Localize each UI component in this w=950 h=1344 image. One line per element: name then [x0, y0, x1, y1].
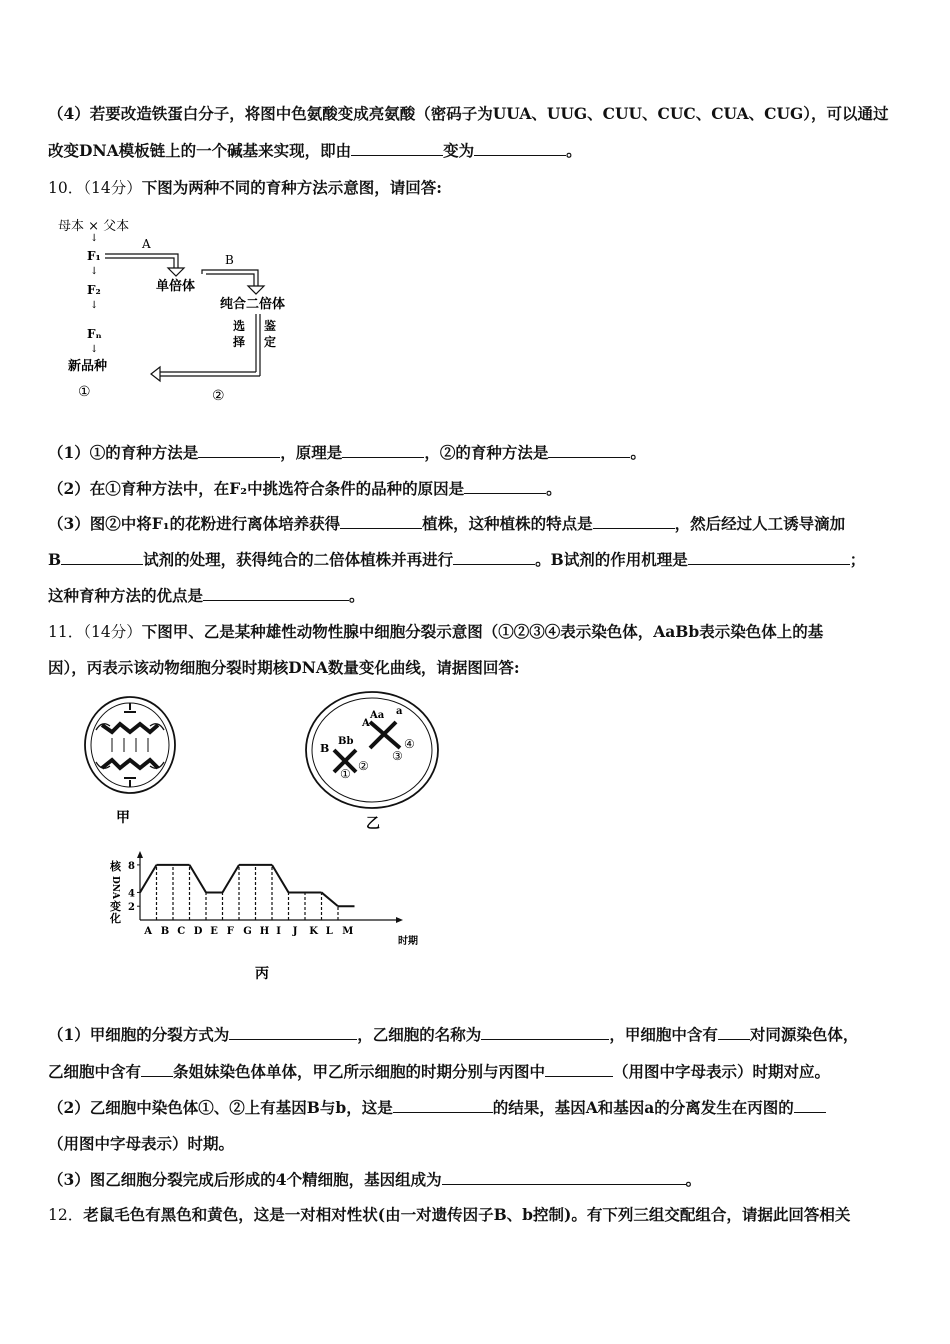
x-axis-arrow [396, 917, 403, 923]
q12-stem-text: 老鼠毛色有黑色和黄色，这是一对相对性状(由一对遗传因子B、b控制)。有下列三组交配组合，请据此回答相关 [83, 1205, 851, 1224]
q11-p2-text-a: （2）乙细胞中染色体①、②上有基因B与b，这是 [48, 1098, 393, 1117]
identify-label-2: 定 [264, 335, 277, 349]
chromosome-2-marker: ② [358, 759, 369, 773]
path-b-label: B [225, 253, 234, 267]
x-tick-label-K: K [309, 926, 318, 937]
x-tick-label-M: M [342, 926, 354, 937]
path-b-arrowhead [248, 286, 264, 294]
y-tick-label-4: 4 [128, 888, 135, 900]
q11-p1-text-e: 乙细胞中含有 [48, 1062, 142, 1081]
q9-blank-from[interactable] [351, 141, 443, 156]
pure-diploid-label: 纯合二倍体 [220, 297, 286, 312]
q11-p3-blank-genotype[interactable] [442, 1170, 686, 1185]
q10-p2-blank-reason[interactable] [464, 479, 546, 494]
dna-curve-segment-L [322, 892, 339, 906]
q11-part1-line2 [48, 1060, 830, 1082]
q10-p1-blank-principle[interactable] [342, 443, 424, 458]
q10-part3-line3 [48, 584, 365, 606]
q11-part2-line2: （用图中字母表示）时期。 [48, 1134, 235, 1153]
select-label-2: 择 [233, 335, 246, 349]
gene-b-lower: Bb [338, 736, 354, 747]
q10-p1-blank-method1[interactable] [198, 443, 280, 458]
path-a-label: A [142, 237, 151, 251]
q10-p1-text-c: ，②的育种方法是 [424, 443, 549, 462]
q11-p1-blank-homolog[interactable] [718, 1025, 750, 1040]
q10-part2 [48, 477, 562, 499]
gene-a-upper: A [362, 718, 370, 729]
cell-jia-inner [91, 703, 169, 787]
arrow-down-3: ↓ [90, 300, 99, 311]
q10-p1-text-a: （1）①的育种方法是 [48, 443, 199, 462]
q9-text-c: 。 [566, 141, 582, 160]
q10-p3-blank-feature[interactable] [593, 514, 675, 529]
dna-curve-segment-D [190, 865, 207, 893]
q10-stem [48, 176, 442, 198]
arrow-down-4: ↓ [90, 344, 99, 355]
dna-curve-segment-F [223, 865, 240, 893]
q10-p1-blank-method2[interactable] [548, 443, 630, 458]
x-tick-label-A: A [144, 926, 153, 937]
path-a-line1 [105, 254, 178, 268]
x-tick-label-L: L [325, 926, 333, 937]
q11-p1-text-d: 对同源染色体， [749, 1025, 859, 1044]
q11-part2-line1 [48, 1096, 826, 1118]
gene-a-lower: Aa [370, 710, 385, 721]
q11-p1-text-b: ，乙细胞的名称为 [357, 1025, 482, 1044]
x-tick-label-C: C [177, 926, 186, 937]
chromosome-3-marker: ③ [392, 749, 403, 763]
dna-change-chart [100, 848, 420, 988]
q10-p3-text-i: 。 [349, 586, 365, 605]
q11-stem-line2: 因），丙表示该动物细胞分裂时期核DNA数量变化曲线，请据图回答: [48, 658, 520, 677]
cell-jia-figure [80, 690, 200, 830]
q10-p3-blank-next-step[interactable] [453, 550, 535, 565]
q11-p1-text-c: ，甲细胞中含有 [609, 1025, 718, 1044]
x-tick-label-G: G [243, 926, 252, 937]
y-axis-label-1: 核 [110, 860, 121, 873]
q9-blank-to[interactable] [474, 141, 566, 156]
breeding-diagram [50, 210, 310, 410]
x-tick-label-B: B [160, 926, 170, 937]
label-bing: 丙 [255, 966, 269, 982]
x-tick-label-F: F [226, 926, 234, 937]
q9-part4-line1: （4）若要改造铁蛋白分子，将图中色氨酸变成亮氨酸（密码子为UUA、UUG、CUU、CUC、CUA、CUG），可以通过 [48, 104, 889, 123]
method-2-marker: ② [212, 388, 225, 404]
chromosome-4-marker: ④ [404, 737, 415, 751]
q10-p1-text-b: ，原理是 [280, 443, 343, 462]
label-yi: 乙 [366, 816, 380, 832]
arrow-down-1: ↓ [90, 233, 99, 244]
q11-part3 [48, 1168, 701, 1190]
y-axis-label-3: 变 [110, 900, 121, 913]
dna-curve-segment-A [140, 865, 157, 893]
q10-p3-text-c: ，然后经过人工诱导滴加 [674, 514, 846, 533]
q10-p3-blank-advantage[interactable] [203, 586, 349, 601]
new-variety-label: 新品种 [68, 359, 108, 374]
q9-part4-line2 [48, 139, 582, 161]
dna-curve-segment-I [272, 865, 289, 893]
y-tick-label-8: 8 [128, 860, 135, 872]
chromosome-group-upper [102, 724, 158, 732]
x-tick-label-J: J [292, 926, 298, 937]
q10-number: 10．（14分） [48, 179, 142, 197]
gene-b-upper: B [320, 742, 330, 755]
q10-p3-blank-plant[interactable] [340, 514, 422, 529]
q10-p3-text-h: 这种育种方法的优点是 [48, 586, 204, 605]
q11-stem-text1: 下图甲、乙是某种雄性动物性腺中细胞分裂示意图（①②③④表示染色体，AaBb表示染色体上的基 [141, 622, 824, 641]
q10-p3-text-f: 。B试剂的作用机理是 [535, 550, 688, 569]
q11-p2-text-b: 的结果，基因A和基因a的分离发生在丙图的 [492, 1098, 794, 1117]
q10-p2-text-a: （2）在①育种方法中，在F₂中挑选符合条件的品种的原因是 [48, 479, 465, 498]
q11-p1-blank-period[interactable] [545, 1062, 613, 1077]
f2-label: F₂ [87, 283, 101, 297]
q10-part3-line1 [48, 512, 845, 534]
y-tick-label-2: 2 [128, 902, 135, 914]
y-axis-label-2: DNA [110, 876, 120, 900]
q11-p3-text-a: （3）图乙细胞分裂完成后形成的4个精细胞，基因组成为 [48, 1170, 442, 1189]
y-axis-label-4: 化 [110, 912, 121, 925]
path-b-line1 [202, 270, 258, 286]
q10-p3-text-d: B [48, 550, 62, 569]
q10-p3-text-g: ； [849, 550, 866, 569]
chromosome-1-marker: ① [340, 767, 351, 781]
q11-p3-text-b: 。 [685, 1170, 702, 1189]
label-jia: 甲 [116, 810, 130, 826]
cell-yi-figure [300, 690, 450, 840]
q11-p1-text-g: （用图中字母表示）时期对应。 [613, 1062, 831, 1081]
q12-number: 12． [48, 1206, 84, 1224]
q11-p2-blank-period[interactable] [794, 1098, 826, 1113]
x-tick-label-D: D [193, 926, 203, 937]
parents-label: 母本 × 父本 [58, 219, 130, 234]
q11-p1-blank-cell-name[interactable] [481, 1025, 609, 1040]
q11-stem-line1 [48, 620, 823, 642]
q10-stem-text: 下图为两种不同的育种方法示意图，请回答: [141, 178, 442, 197]
q10-part3-line2 [48, 548, 865, 570]
x-tick-label-E: E [210, 926, 218, 937]
q11-number: 11．（14分） [48, 623, 142, 641]
q12-stem [48, 1203, 850, 1225]
q11-part1-line1 [48, 1023, 858, 1045]
select-label-1: 选 [233, 319, 246, 333]
q10-p3-blank-reagent[interactable] [61, 550, 143, 565]
x-tick-label-I: I [276, 926, 281, 937]
q10-p3-blank-mechanism[interactable] [688, 550, 850, 565]
path-a-arrowhead [168, 268, 184, 276]
q11-p1-blank-division[interactable] [229, 1025, 357, 1040]
q11-p1-blank-chromatid[interactable] [141, 1062, 173, 1077]
path-a-line2 [105, 258, 174, 268]
path-b-line2 [206, 274, 254, 286]
haploid-label: 单倍体 [156, 279, 196, 294]
y-axis-arrow [137, 851, 143, 858]
q10-p2-text-b: 。 [546, 479, 562, 498]
q11-p1-text-f: 条姐妹染色体单体，甲乙所示细胞的时期分别与丙图中 [173, 1062, 546, 1081]
method-1-marker: ① [78, 384, 91, 400]
return-arrowhead [151, 367, 160, 381]
q11-p1-text-a: （1）甲细胞的分裂方式为 [48, 1025, 230, 1044]
q9-text-b: 变为 [443, 141, 475, 160]
chromosome-pair-a [370, 722, 400, 748]
x-tick-label-H: H [259, 926, 270, 937]
q11-p2-blank-cause[interactable] [393, 1098, 493, 1113]
q10-p1-text-d: 。 [630, 443, 646, 462]
q10-p3-text-a: （3）图②中将F₁的花粉进行离体培养获得 [48, 514, 341, 533]
q10-part1 [48, 441, 646, 463]
gene-a-small: a [396, 706, 403, 717]
x-axis-label: 时期 [398, 936, 418, 947]
f1-label: F₁ [87, 249, 101, 263]
fn-label: Fₙ [87, 327, 102, 341]
chromosome-group-lower [102, 760, 158, 768]
q9-text-a: 改变DNA模板链上的一个碱基来实现，即由 [48, 141, 352, 160]
q10-p3-text-e: 试剂的处理，获得纯合的二倍体植株并再进行 [143, 550, 454, 569]
identify-label-1: 鉴 [264, 319, 277, 333]
arrow-down-2: ↓ [90, 266, 99, 277]
q10-p3-text-b: 植株，这种植株的特点是 [422, 514, 593, 533]
